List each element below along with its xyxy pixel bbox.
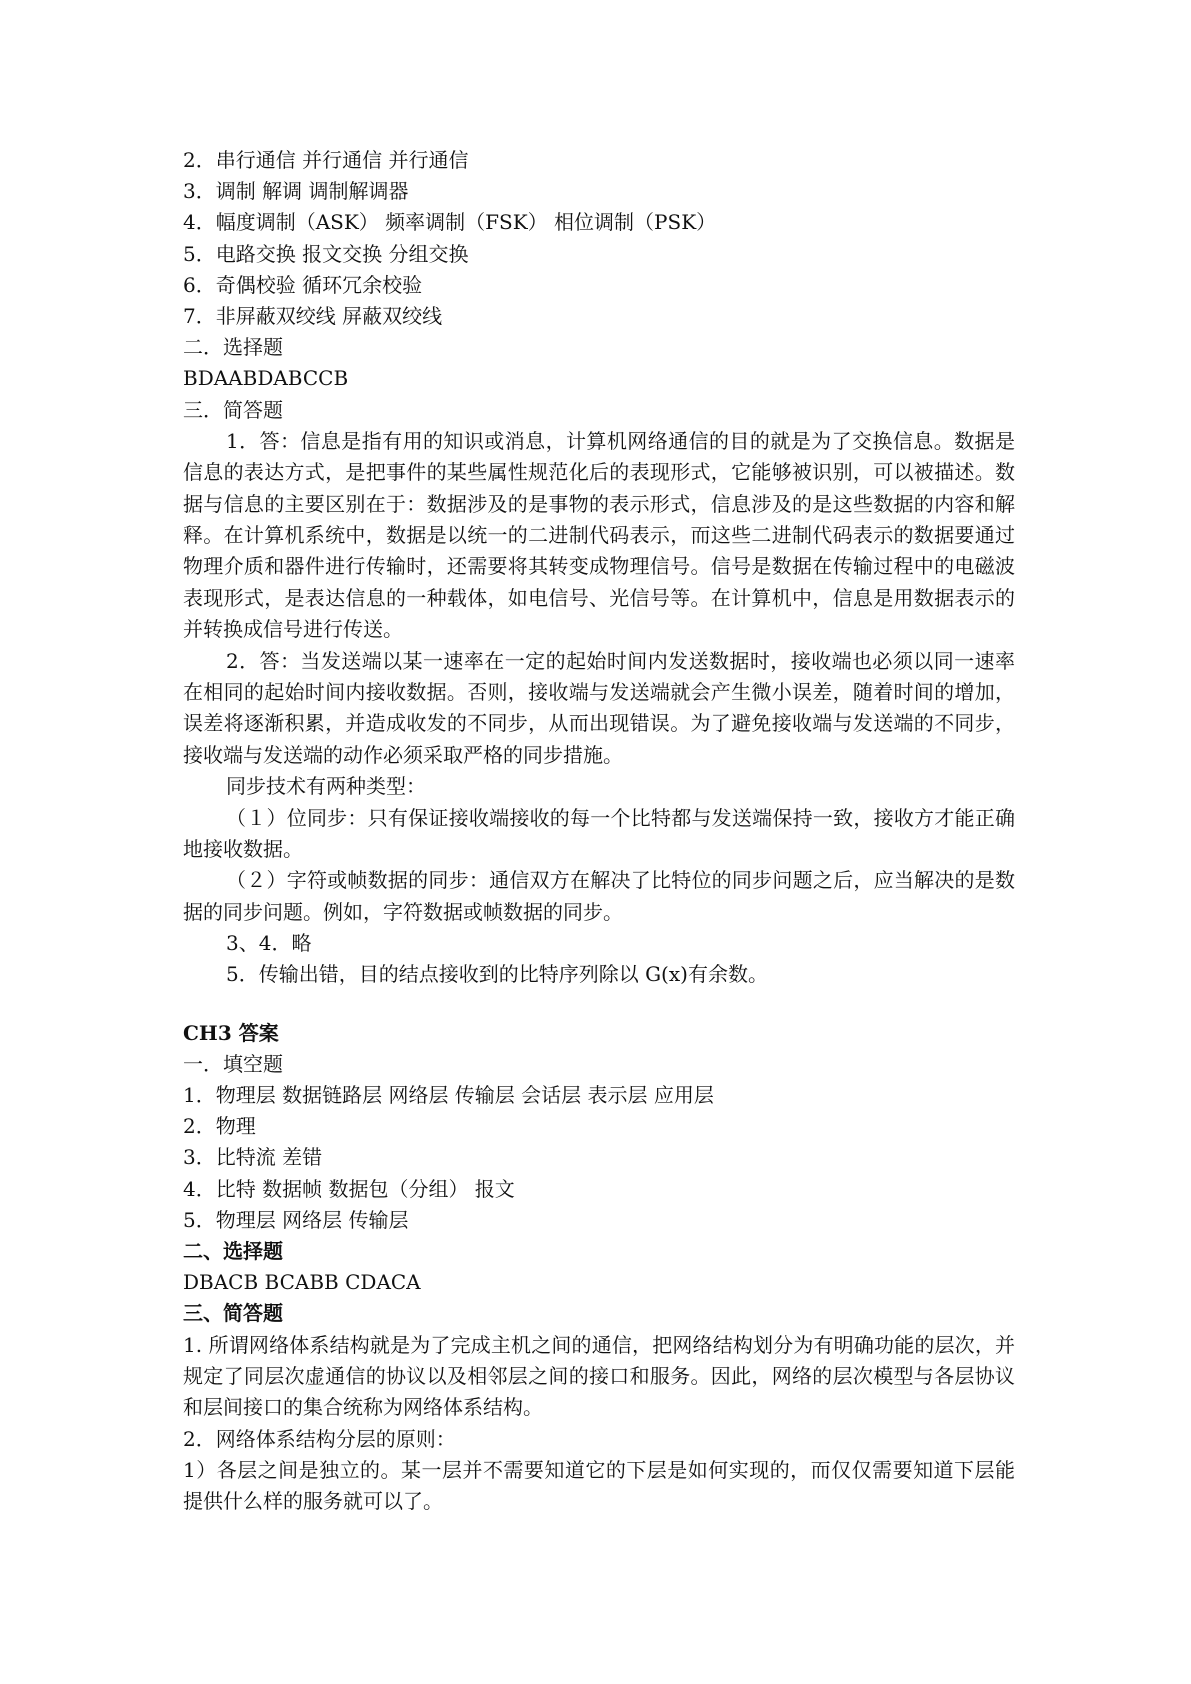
ch2-short-answer-2: 2．答：当发送端以某一速率在一定的起始时间内发送数据时，接收端也必须以同一速率在相同的起始时间内接收数据。否则，接收端与发送端就会产生微小误差，随着时间的增加，误差将逐渐积累，并造成收发的不同步，从而出现错误。为了避免接收端与发送端的不同步，接收端与发送端的动作必须采取严格的同步措施。	[183, 648, 1015, 767]
ch3-fill-item-2: 2．物理	[183, 1114, 256, 1139]
ch3-short-heading: 三、简答题	[183, 1301, 283, 1326]
ch2-choice-answers: BDAABDABCCB	[183, 366, 349, 391]
ch3-layering-principle-1: 1）各层之间是独立的。某一层并不需要知道它的下层是如何实现的，而仅仅需要知道下层能提供什么样的服务就可以了。	[183, 1457, 1015, 1514]
ch2-short-heading: 三．简答题	[183, 397, 283, 422]
ch3-title: CH3 答案	[183, 1020, 279, 1045]
ch3-choice-heading: 二、选择题	[183, 1238, 283, 1263]
ch3-fill-item-5: 5．物理层 网络层 传输层	[183, 1207, 409, 1232]
ch2-fill-item-7: 7．非屏蔽双绞线 屏蔽双绞线	[183, 304, 443, 329]
ch2-sync-type-2: （２）字符或帧数据的同步：通信双方在解决了比特位的同步问题之后，应当解决的是数据的同步问题。例如，字符数据或帧数据的同步。	[183, 868, 1015, 924]
answer-content	[183, 145, 1015, 1518]
ch2-short-answer-1: 1．答：信息是指有用的知识或消息，计算机网络通信的目的就是为了交换信息。数据是信息的表达方式，是把事件的某些属性规范化后的表现形式，它能够被识别，可以被描述。数据与信息的主要区别在于：数据涉及的是事物的表示形式，信息涉及的是这些数据的内容和解释。在计算机系统中，数据是以统一的二进制代码表示，而这些二进制代码表示的数据要通过物理介质和器件进行传输时，还需要将其转变成物理信号。信号是数据在传输过程中的电磁波表现形式，是表达信息的一种载体，如电信号、光信号等。在计算机中，信息是用数据表示的并转换成信号进行传送。	[183, 428, 1015, 642]
ch3-fill-item-4: 4．比特 数据帧 数据包（分组） 报文	[183, 1176, 515, 1201]
ch3-fill-heading: 一．填空题	[183, 1051, 283, 1076]
ch3-short-answer-1: 1. 所谓网络体系结构就是为了完成主机之间的通信，把网络结构划分为有明确功能的层次，并规定了同层次虚通信的协议以及相邻层之间的接口和服务。因此，网络的层次模型与各层协议和层间接口的集合统称为网络体系结构。	[183, 1332, 1015, 1420]
ch2-choice-heading: 二．选择题	[183, 335, 283, 360]
section-gap	[183, 991, 1015, 1018]
ch2-fill-item-5: 5．电路交换 报文交换 分组交换	[183, 241, 469, 266]
ch2-sync-type-1: （１）位同步：只有保证接收端接收的每一个比特都与发送端保持一致，接收方才能正确地接收数据。	[183, 805, 1015, 861]
ch2-fill-item-4: 4．幅度调制（ASK） 频率调制（FSK） 相位调制（PSK）	[183, 210, 717, 235]
ch2-short-answer-5: 5．传输出错，目的结点接收到的比特序列除以 G(x)有余数。	[226, 962, 768, 987]
ch2-short-answer-3-4: 3、4．略	[226, 931, 312, 956]
ch2-sync-types-intro: 同步技术有两种类型：	[226, 774, 426, 799]
ch3-short-answer-2: 2．网络体系结构分层的原则：	[183, 1426, 456, 1451]
ch2-fill-item-6: 6．奇偶校验 循环冗余校验	[183, 272, 423, 297]
ch3-choice-answers: DBACB BCABB CDACA	[183, 1270, 421, 1295]
ch3-fill-item-3: 3．比特流 差错	[183, 1145, 323, 1170]
ch2-fill-item-3: 3．调制 解调 调制解调器	[183, 179, 409, 204]
ch3-fill-item-1: 1．物理层 数据链路层 网络层 传输层 会话层 表示层 应用层	[183, 1082, 714, 1107]
ch2-fill-item-2: 2．串行通信 并行通信 并行通信	[183, 148, 469, 172]
